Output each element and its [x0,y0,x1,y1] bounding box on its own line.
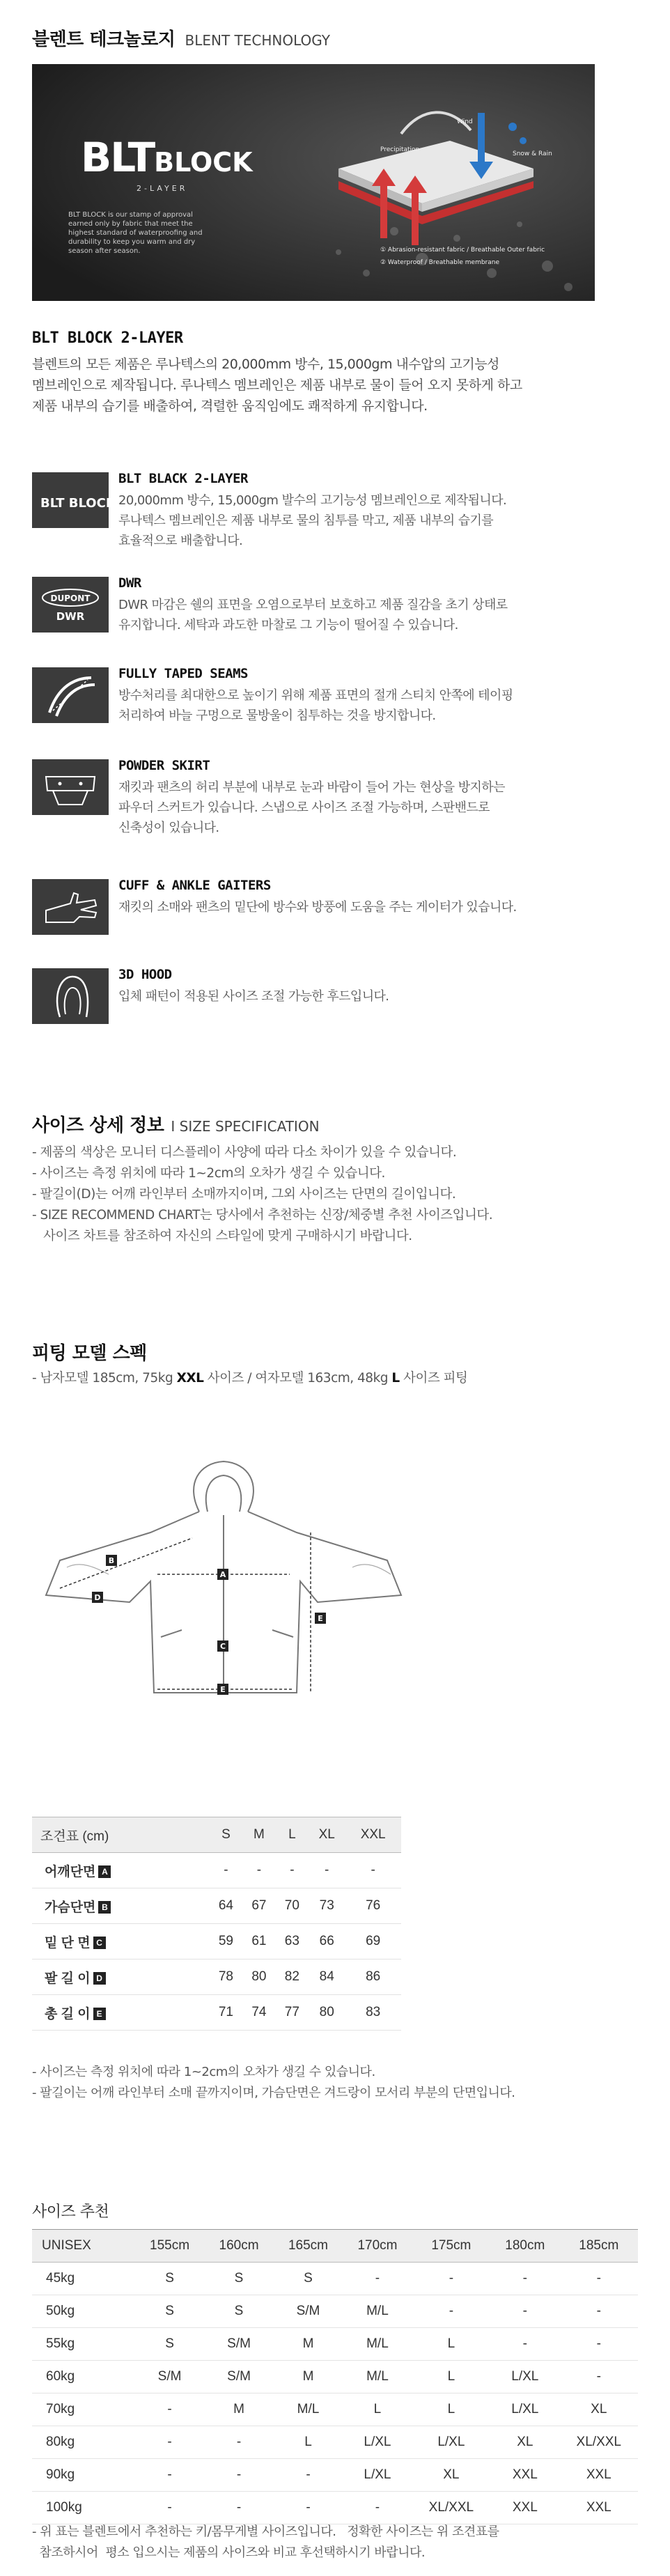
size-cell: - [325,1863,329,1877]
fitting-spec-line: - 남자모델 185cm, 75kg XXL 사이즈 / 여자모델 163cm, 48kg L 사이즈 피팅 [32,1371,468,1386]
size-cell: - [256,1863,262,1877]
recommend-size-cell: L/XL [364,2467,391,2482]
size-cell: 69 [366,1934,381,1948]
recommend-row [32,2459,638,2492]
recommend-size-cell: - [236,2435,242,2449]
recommend-size-cell: - [236,2500,242,2515]
recommend-size-cell: S [165,2336,174,2351]
svg-text:E: E [220,1685,226,1694]
recommend-size-cell: - [167,2500,172,2515]
recommend-size-cell: S [234,2304,244,2318]
gaiter-glove-icon [32,879,109,935]
page-title-ko: 블렌트 테크놀로지 [32,29,176,50]
size-spec-notes: - 제품의 색상은 모니터 디스플레이 사양에 따라 다소 차이가 있을 수 있습니다. - 사이즈는 측정 위치에 따라 1~2cm의 오차가 생길 수 있습니다. - 팔길이(D)는 어깨 라인부터 소매까지이며, 그외 사이즈는 단면의 길이입니다. - SIZE RECOMMEND CHART는 당사에서 추천하는 신장/체중별 추천 사이즈입니다. 사이즈 차트를 참조하여 자신의 스타일에 맞게 구매하시기 바랍니다. [32,1145,493,1243]
recommend-size-cell: L/XL [437,2435,465,2449]
label-layer-2: ② Waterproof / Breathable membrane [380,259,500,266]
feature-desc-hood: 입체 패턴이 적용된 사이즈 조절 가능한 후드입니다. [118,989,389,1004]
label-wind: Wind [457,118,473,125]
powder-skirt-icon [32,759,109,815]
recommend-size-cell: L [304,2435,312,2449]
svg-text:BLT BLOCK: BLT BLOCK [40,496,109,511]
recommend-size-cell: - [522,2271,527,2286]
recommend-size-cell: S/M [227,2336,251,2351]
recommend-size-cell: XL/XXL [576,2435,621,2449]
recommend-size-cell: - [236,2467,242,2482]
blt-block-logo-icon [32,472,109,528]
svg-text:DWR: DWR [56,610,85,623]
recommend-size-cell: S [165,2271,174,2286]
blt-block-description: 블렌트의 모든 제품은 루나텍스의 20,000mm 방수, 15,000gm 내수압의 고기능성 멤브레인으로 제작됩니다. 루나텍스 멤브레인은 제품 내부로 물이 들어 오지 못하게 하고 제품 내부의 습기를 배출하여, 격렬한 움직임에도 쾌적하게 유지합니다. [32,357,522,414]
recommend-size-cell: XL/XXL [428,2500,474,2515]
recommend-row [32,2361,638,2393]
recommend-size-cell: - [375,2500,380,2515]
size-cell: 73 [319,1898,334,1913]
recommend-size-cell: S/M [227,2369,251,2384]
blt-block-logo: BLTBLOCK [81,134,253,181]
recommend-size-cell: L [447,2369,455,2384]
recommend-header-cell: 185cm [579,2238,619,2253]
recommend-size-cell: - [596,2336,601,2351]
feature-title-dwr: DWR [118,575,141,591]
recommend-size-cell: - [596,2369,601,2384]
feature-title-skirt: POWDER SKIRT [118,758,210,773]
recommend-size-cell: L [447,2336,455,2351]
feature-desc-skirt: 재킷과 팬츠의 허리 부분에 내부로 눈과 바람이 들어 가는 현상을 방지하는 파우더 스커트가 있습니다. 스냅으로 사이즈 조절 가능하며, 스판밴드로 신축성이 있습니다. [118,780,505,835]
recommend-size-cell: M [302,2369,314,2384]
measure-key-badge: D [93,1972,106,1985]
size-cell: 74 [251,2005,267,2019]
hero-banner [32,64,595,301]
size-cell: 78 [218,1969,233,1984]
recommend-size-cell: - [167,2435,172,2449]
recommend-size-cell: M/L [366,2304,389,2318]
svg-text:C: C [219,1642,226,1651]
recommend-header-cell: 180cm [505,2238,545,2253]
size-table-notes: - 사이즈는 측정 위치에 따라 1~2cm의 오차가 생길 수 있습니다. - 팔길이는 어깨 라인부터 소매 끝까지이며, 가슴단면은 겨드랑이 모서리 부분의 단면입니다. [32,2065,515,2100]
size-cell: 64 [218,1898,233,1913]
size-cell: 76 [366,1898,381,1913]
recommend-size-cell: - [167,2402,172,2416]
measure-key-badge: B [98,1901,111,1914]
recommend-size-cell: S/M [296,2304,320,2318]
size-cell: 66 [319,1934,334,1948]
recommend-size-cell: XXL [586,2500,611,2515]
size-table-header: 조견표 (cm) S M L XL XXL [32,1817,401,1853]
size-row-label: 팔 길 이 D [32,1960,210,1995]
taped-seams-icon [32,667,109,723]
logo-layer-text: 2-LAYER [137,184,188,193]
feature-title-hood: 3D HOOD [118,967,172,982]
size-cell: 80 [251,1969,267,1984]
svg-text:A: A [219,1570,226,1579]
hood-icon [32,968,109,1024]
recommend-size-cell: - [449,2271,454,2286]
recommend-weight-cell: 55kg [46,2336,75,2351]
hero-description: BLT BLOCK is our stamp of approval earned only by fabric that meet the highest standard of waterproofing and durability to keep you warm and dry season after season. [68,211,203,255]
recommend-size-cell: L [447,2402,455,2416]
recommend-size-cell: M [233,2402,244,2416]
recommend-size-cell: - [596,2271,601,2286]
size-table-row [32,1853,401,1888]
recommend-size-cell: S [165,2304,174,2318]
recommend-size-cell: - [375,2271,380,2286]
size-cell: 80 [319,2005,334,2019]
recommend-size-cell: L/XL [511,2369,539,2384]
feature-desc-blt: 20,000mm 방수, 15,000gm 발수의 고기능성 멤브레인으로 제작됩니다. 루나텍스 멤브레인은 제품 내부로 물의 침투를 막고, 제품 내부의 습기를 효율적으로 배출합니다. [118,493,507,548]
recommend-size-cell: M/L [366,2336,389,2351]
recommend-weight-cell: 50kg [46,2304,75,2318]
size-cell: - [224,1863,228,1877]
recommend-size-cell: - [167,2467,172,2482]
feature-desc-seams: 방수처리를 최대한으로 높이기 위해 제품 표면의 절개 스티치 안쪽에 테이핑 처리하여 바늘 구멍으로 물방울이 침투하는 것을 방지합니다. [118,688,513,723]
size-cell: 82 [284,1969,299,1984]
label-precipitation: Precipitation [380,146,420,153]
jacket-size-diagram [32,1456,450,1762]
recommend-table-header [32,2230,638,2263]
recommend-row [32,2263,638,2295]
recommend-row [32,2393,638,2426]
recommend-size-cell: S [234,2271,244,2286]
size-row-label: 가슴단면 B [32,1888,210,1924]
recommend-size-cell: XXL [586,2467,611,2482]
size-table-row [32,1888,401,1924]
recommend-title: 사이즈 추천 [32,2203,109,2221]
svg-text:E: E [318,1614,323,1623]
recommend-size-cell: - [449,2304,454,2318]
recommend-size-cell: S [304,2271,313,2286]
label-snow-rain: Snow & Rain [513,150,552,157]
recommend-header-cell: 155cm [150,2238,190,2253]
recommend-header-cell: 175cm [431,2238,472,2253]
recommend-weight-cell: 80kg [46,2435,75,2449]
recommend-size-cell: XL [443,2467,460,2482]
page-title [32,25,330,51]
size-cell: 59 [218,1934,233,1948]
size-cell: 67 [251,1898,267,1913]
size-table-row [32,1995,401,2031]
hero-background [32,64,595,301]
recommend-notes: - 위 표는 블렌트에서 추천하는 키/몸무게별 사이즈입니다. 정확한 사이즈는 위 조견표를 참조하시어 평소 입으시는 제품의 사이즈와 비교 후선택하시기 바랍니다. [32,2524,499,2560]
recommend-size-cell: M/L [297,2402,320,2416]
svg-text:D: D [94,1593,101,1602]
recommend-header-cell: 165cm [288,2238,328,2253]
svg-text:DUPONT: DUPONT [50,593,91,603]
recommend-size-cell: - [522,2304,527,2318]
recommend-weight-cell: 100kg [46,2500,82,2515]
recommend-size-cell: XXL [512,2500,538,2515]
recommend-weight-cell: 45kg [46,2271,75,2286]
recommend-weight-cell: 90kg [46,2467,75,2482]
svg-text:B: B [108,1556,115,1565]
recommend-row [32,2328,638,2361]
recommend-size-cell: XL [591,2402,607,2416]
size-cell: 70 [284,1898,299,1913]
recommend-size-cell: XXL [512,2467,538,2482]
recommend-header-cell: 170cm [357,2238,398,2253]
size-cell: - [290,1863,295,1877]
recommend-size-cell: L [373,2402,382,2416]
size-cell: 71 [218,2005,233,2019]
size-cell: 63 [284,1934,299,1948]
label-layer-1: ① Abrasion-resistant fabric / Breathable Outer fabric [380,247,545,254]
recommend-size-cell: M/L [366,2369,389,2384]
recommend-size-cell: - [522,2336,527,2351]
size-cell: 84 [319,1969,334,1984]
recommend-header-cell: UNISEX [42,2238,91,2253]
size-measurement-table [32,1817,401,2031]
size-cell: 61 [251,1934,267,1948]
size-row-label: 총 길 이 E [32,1995,210,2031]
size-cell: 77 [284,2005,299,2019]
size-row-label: 어깨단면 A [32,1853,210,1888]
recommend-weight-cell: 70kg [46,2402,75,2416]
recommend-row [32,2426,638,2459]
recommend-size-cell: - [306,2467,311,2482]
size-cell: 83 [366,2005,381,2019]
size-recommend-table [32,2229,638,2524]
feature-title-seams: FULLY TAPED SEAMS [118,666,248,681]
recommend-size-cell: - [306,2500,311,2515]
recommend-row [32,2492,638,2524]
feature-desc-dwr: DWR 마감은 쉘의 표면을 오염으로부터 보호하고 제품 질감을 초기 상태로 유지합니다. 세탁과 과도한 마찰로 그 기능이 떨어질 수 있습니다. [118,598,508,633]
feature-title-blt: BLT BLACK 2-LAYER [118,471,248,486]
blt-block-title: BLT BLOCK 2-LAYER [32,329,183,347]
recommend-weight-cell: 60kg [46,2369,75,2384]
recommend-size-cell: L/XL [364,2435,391,2449]
recommend-size-cell: S/M [157,2369,182,2384]
recommend-size-cell: XL [517,2435,533,2449]
dupont-dwr-icon [32,577,109,633]
size-cell: - [371,1863,375,1877]
size-table-row [32,1960,401,1995]
recommend-size-cell: M [302,2336,314,2351]
recommend-header-cell: 160cm [219,2238,259,2253]
feature-desc-gaiters: 재킷의 소매와 팬츠의 밑단에 방수와 방풍에 도움을 주는 게이터가 있습니다. [118,900,517,915]
feature-title-gaiters: CUFF & ANKLE GAITERS [118,878,271,893]
measure-key-badge: E [93,2008,106,2020]
recommend-size-cell: L/XL [511,2402,539,2416]
size-table-row [32,1924,401,1960]
measure-key-badge: C [93,1937,106,1949]
fitting-title: 피팅 모델 스펙 [32,1343,147,1364]
recommend-size-cell: - [596,2304,601,2318]
recommend-row [32,2295,638,2328]
page-title-en: BLENT TECHNOLOGY [185,32,330,49]
size-cell: 86 [366,1969,381,1984]
measure-key-badge: A [98,1865,111,1878]
size-row-label: 밑 단 면 C [32,1924,210,1960]
size-spec-title: 사이즈 상세 정보 I SIZE SPECIFICATION [32,1115,320,1136]
